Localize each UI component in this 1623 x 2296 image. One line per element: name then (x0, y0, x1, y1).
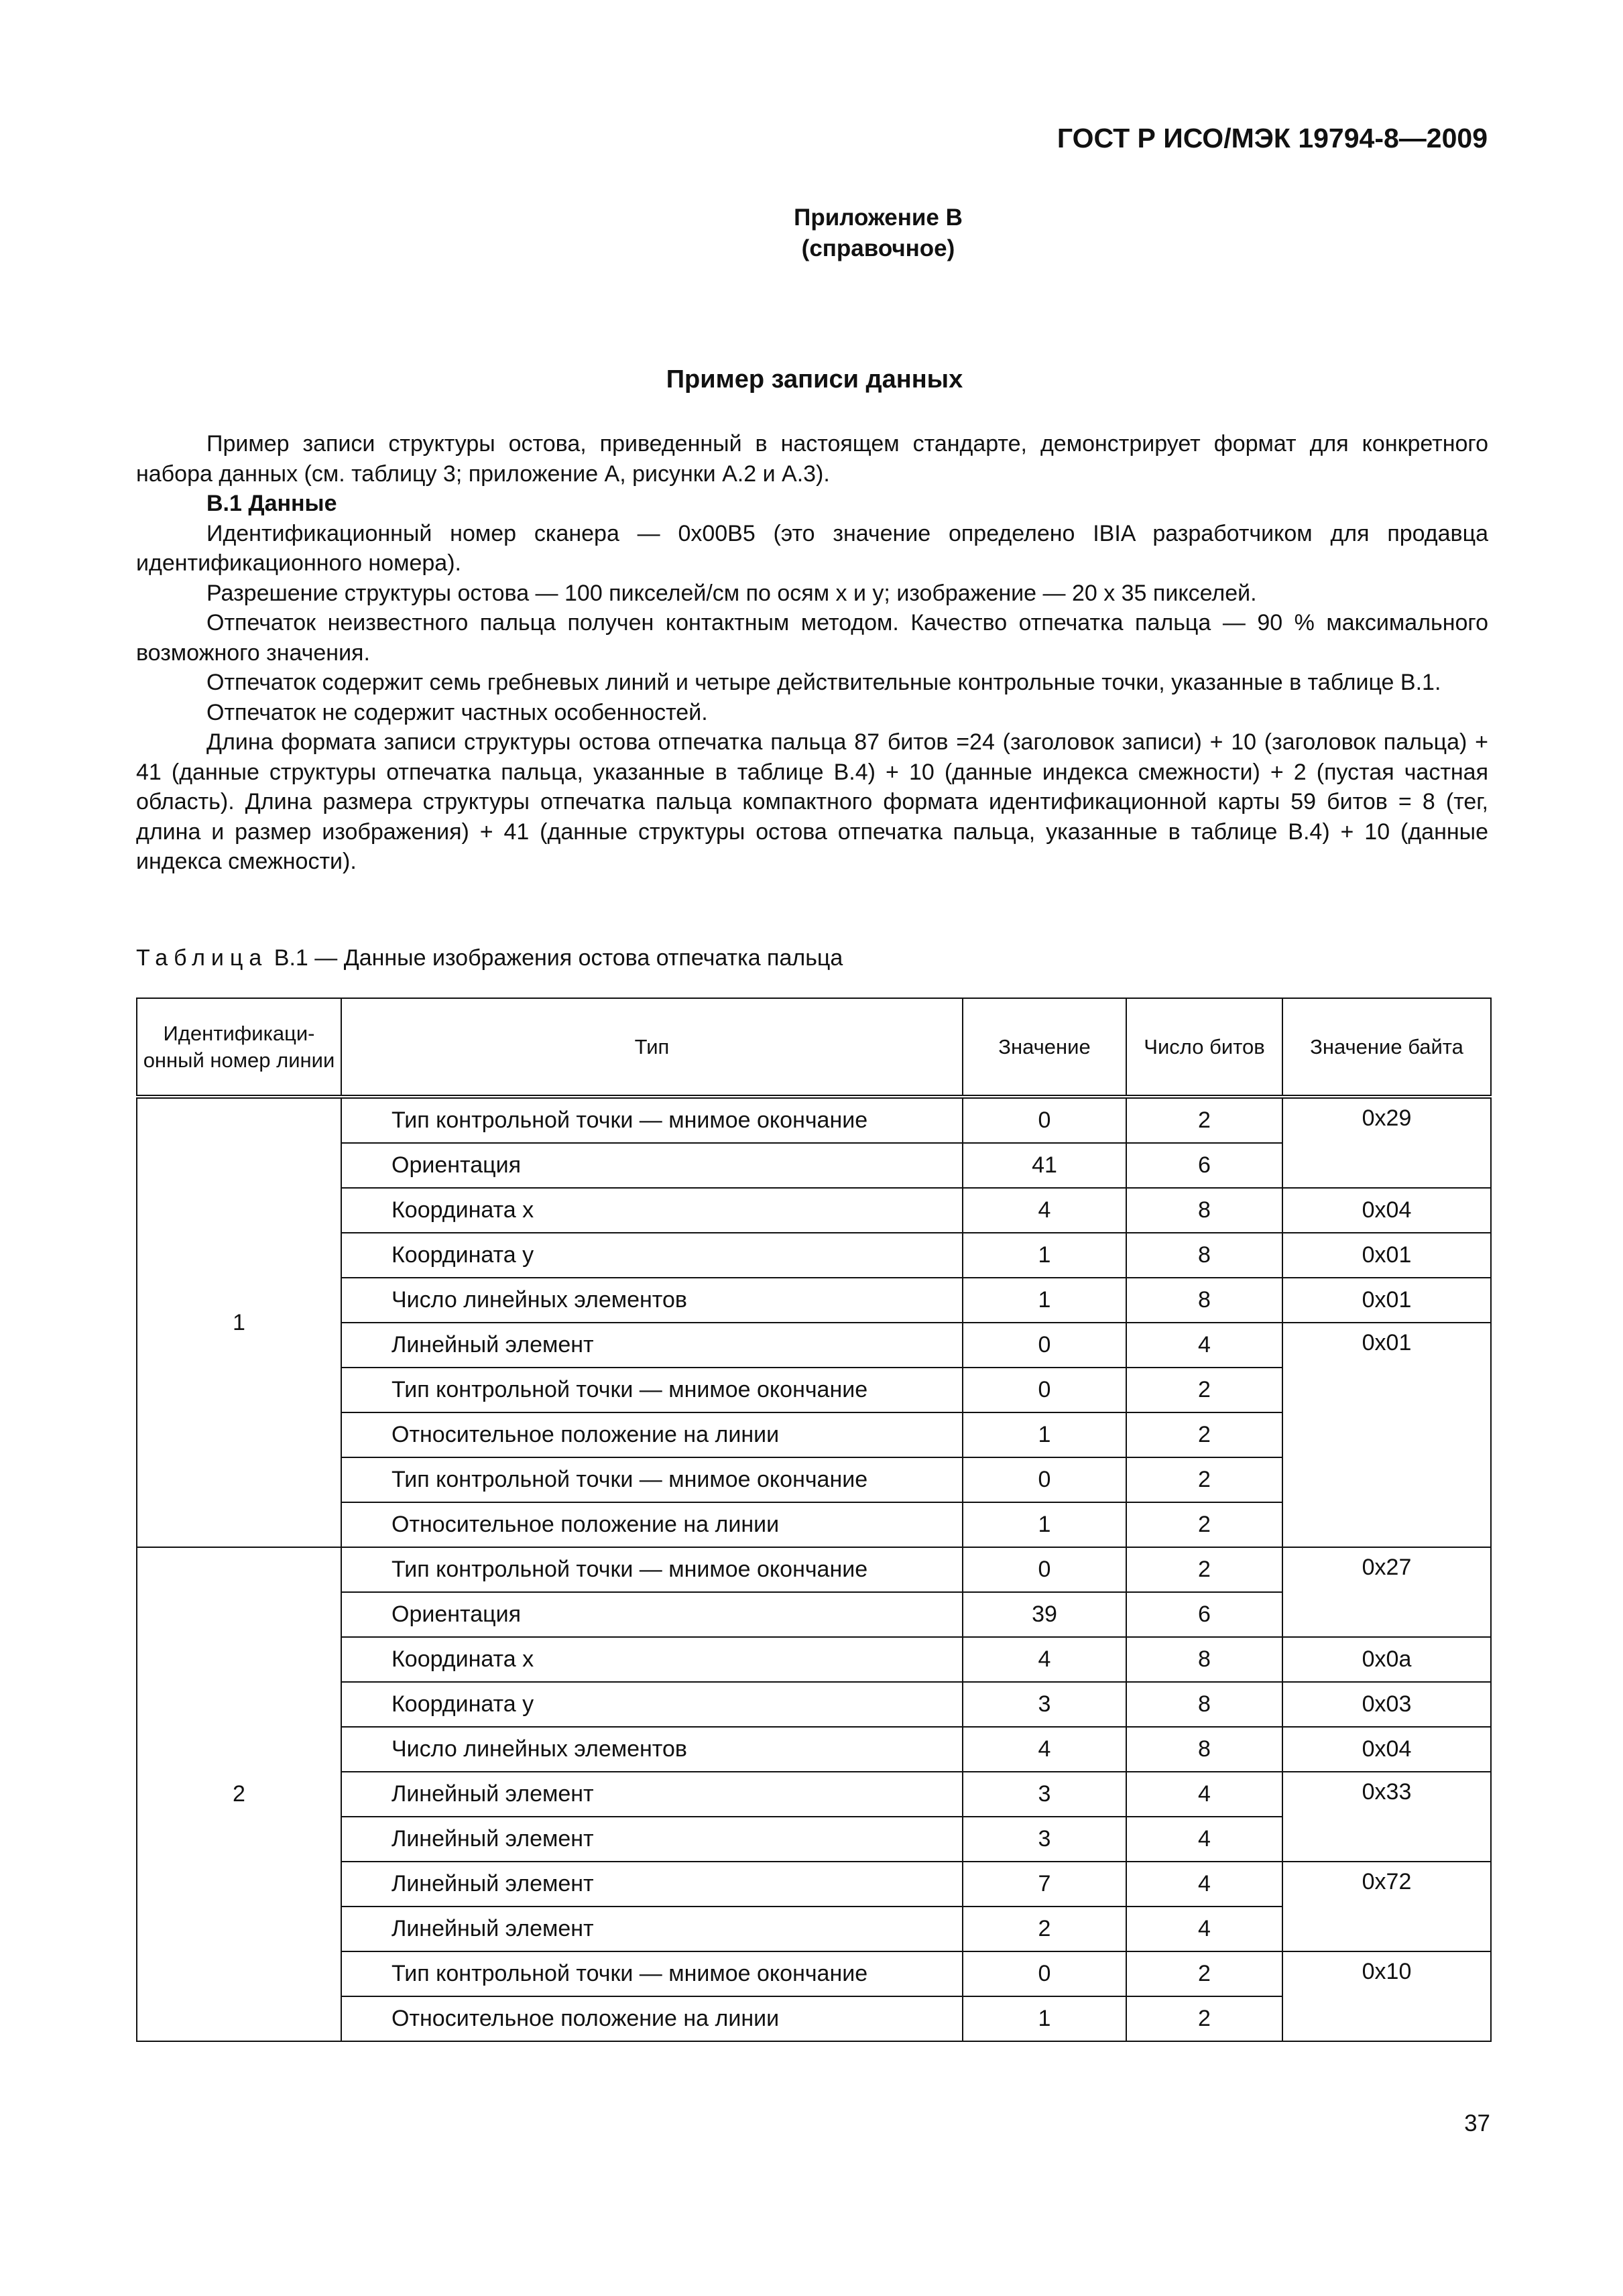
byte-value-cell: 0x04 (1282, 1727, 1491, 1772)
bits-cell: 8 (1126, 1278, 1282, 1323)
value-cell: 1 (963, 1233, 1126, 1278)
header-value: Значение (963, 998, 1126, 1097)
type-cell: Линейный элемент (341, 1907, 963, 1951)
value-cell: 0 (963, 1368, 1126, 1412)
caption-text: В.1 — Данные изображения остова отпечатка пальца (274, 945, 843, 971)
table-row (137, 1097, 1491, 1143)
byte-value-cell: 0x04 (1282, 1188, 1491, 1233)
value-cell: 1 (963, 1502, 1126, 1547)
table-header-row (137, 998, 1491, 1097)
value-cell: 3 (963, 1682, 1126, 1727)
subsection-heading: В.1 Данные (206, 491, 337, 516)
type-cell: Число линейных элементов (341, 1727, 963, 1772)
byte-value-cell: 0x0a (1282, 1637, 1491, 1682)
value-cell: 1 (963, 1412, 1126, 1457)
bits-cell: 8 (1126, 1233, 1282, 1278)
type-cell: Относительное положение на линии (341, 1412, 963, 1457)
bits-cell: 2 (1126, 1097, 1282, 1143)
value-cell: 0 (963, 1457, 1126, 1502)
byte-value-cell: 0x01 (1282, 1233, 1491, 1278)
type-cell: Тип контрольной точки — мнимое окончание (341, 1951, 963, 1996)
type-cell: Тип контрольной точки — мнимое окончание (341, 1457, 963, 1502)
bits-cell: 2 (1126, 1412, 1282, 1457)
byte-value-cell: 0x10 (1282, 1951, 1491, 2041)
bits-cell: 4 (1126, 1323, 1282, 1368)
type-cell: Число линейных элементов (341, 1278, 963, 1323)
bits-cell: 8 (1126, 1727, 1282, 1772)
paragraph: Отпечаток содержит семь гребневых линий и четыре действительные контрольные точки, указанные в таблице В.1. (206, 670, 1441, 695)
type-cell: Относительное положение на линии (341, 1502, 963, 1547)
table-body (137, 1097, 1491, 2041)
type-cell: Тип контрольной точки — мнимое окончание (341, 1547, 963, 1592)
paragraph: Идентификационный номер сканера — 0x00B5 (это значение определено IBIA разработчиком для продавца идентификационного номера). (136, 520, 1488, 576)
table-caption (136, 945, 843, 971)
value-cell: 2 (963, 1907, 1126, 1951)
bits-cell: 8 (1126, 1637, 1282, 1682)
paragraph: Разрешение структуры остова — 100 пикселей/см по осям x и y; изображение — 20 x 35 пикселей. (206, 580, 1257, 606)
type-cell: Ориентация (341, 1592, 963, 1637)
bits-cell: 2 (1126, 1951, 1282, 1996)
bits-cell: 2 (1126, 1502, 1282, 1547)
header-line-id: Идентификаци-онный номер линии (137, 998, 341, 1097)
value-cell: 39 (963, 1592, 1126, 1637)
type-cell: Координата x (341, 1188, 963, 1233)
section-title: Пример записи данных (666, 365, 963, 394)
bits-cell: 4 (1126, 1907, 1282, 1951)
header-bits: Число битов (1126, 998, 1282, 1097)
type-cell: Тип контрольной точки — мнимое окончание (341, 1368, 963, 1412)
value-cell: 0 (963, 1951, 1126, 1996)
value-cell: 4 (963, 1188, 1126, 1233)
type-cell: Линейный элемент (341, 1817, 963, 1862)
type-cell: Линейный элемент (341, 1772, 963, 1817)
type-cell: Тип контрольной точки — мнимое окончание (341, 1097, 963, 1143)
bits-cell: 2 (1126, 1368, 1282, 1412)
standard-header: ГОСТ Р ИСО/МЭК 19794-8—2009 (1057, 123, 1488, 154)
type-cell: Координата y (341, 1682, 963, 1727)
bits-cell: 4 (1126, 1772, 1282, 1817)
table-row (137, 1547, 1491, 1592)
type-cell: Координата x (341, 1637, 963, 1682)
paragraph: Длина формата записи структуры остова отпечатка пальца 87 битов =24 (заголовок записи) + 10 (заголовок пальца) + 41 (данные структуры отпечатка пальца, указанные в таблице В.4) + 10 (данные индекса смежности) + 2 (пустая частная область). Длина размера структуры отпечатка пальца компактного формата идентификационной карты 59 битов = 8 (тег, длина и размер изображения) + 41 (данные структуры остова отпечатка пальца, указанные в таблице В.4) + 10 (данные индекса смежности). (136, 729, 1488, 874)
byte-value-cell: 0x27 (1282, 1547, 1491, 1637)
value-cell: 7 (963, 1862, 1126, 1907)
value-cell: 0 (963, 1547, 1126, 1592)
type-cell: Относительное положение на линии (341, 1996, 963, 2041)
annex-title: Приложение В (794, 204, 963, 231)
bits-cell: 8 (1126, 1188, 1282, 1233)
body-text (136, 429, 1488, 877)
byte-value-cell: 0x03 (1282, 1682, 1491, 1727)
line-id-cell: 2 (137, 1547, 341, 2041)
line-id-cell: 1 (137, 1097, 341, 1547)
byte-value-cell: 0x29 (1282, 1097, 1491, 1188)
type-cell: Линейный элемент (341, 1862, 963, 1907)
type-cell: Координата y (341, 1233, 963, 1278)
value-cell: 0 (963, 1323, 1126, 1368)
caption-word: Таблица (136, 945, 268, 971)
annex-heading (737, 202, 1019, 264)
bits-cell: 4 (1126, 1817, 1282, 1862)
bits-cell: 8 (1126, 1682, 1282, 1727)
annex-kind: (справочное) (801, 235, 955, 261)
data-table (136, 998, 1492, 2042)
bits-cell: 4 (1126, 1862, 1282, 1907)
value-cell: 3 (963, 1817, 1126, 1862)
paragraph: Пример записи структуры остова, приведенный в настоящем стандарте, демонстрирует формат для конкретного набора данных (см. таблицу 3; приложение А, рисунки А.2 и А.3). (136, 431, 1488, 487)
header-byte-value: Значение байта (1282, 998, 1491, 1097)
bits-cell: 6 (1126, 1592, 1282, 1637)
bits-cell: 6 (1126, 1143, 1282, 1188)
byte-value-cell: 0x72 (1282, 1862, 1491, 1951)
paragraph: Отпечаток неизвестного пальца получен контактным методом. Качество отпечатка пальца — 90 % максимального возможного значения. (136, 610, 1488, 666)
value-cell: 1 (963, 1278, 1126, 1323)
value-cell: 41 (963, 1143, 1126, 1188)
value-cell: 1 (963, 1996, 1126, 2041)
bits-cell: 2 (1126, 1457, 1282, 1502)
value-cell: 0 (963, 1097, 1126, 1143)
page-number: 37 (1464, 2110, 1490, 2136)
value-cell: 4 (963, 1637, 1126, 1682)
bits-cell: 2 (1126, 1547, 1282, 1592)
value-cell: 4 (963, 1727, 1126, 1772)
byte-value-cell: 0x01 (1282, 1323, 1491, 1547)
bits-cell: 2 (1126, 1996, 1282, 2041)
header-type: Тип (341, 998, 963, 1097)
type-cell: Линейный элемент (341, 1323, 963, 1368)
byte-value-cell: 0x01 (1282, 1278, 1491, 1323)
byte-value-cell: 0x33 (1282, 1772, 1491, 1862)
value-cell: 3 (963, 1772, 1126, 1817)
paragraph: Отпечаток не содержит частных особенностей. (206, 699, 708, 725)
type-cell: Ориентация (341, 1143, 963, 1188)
